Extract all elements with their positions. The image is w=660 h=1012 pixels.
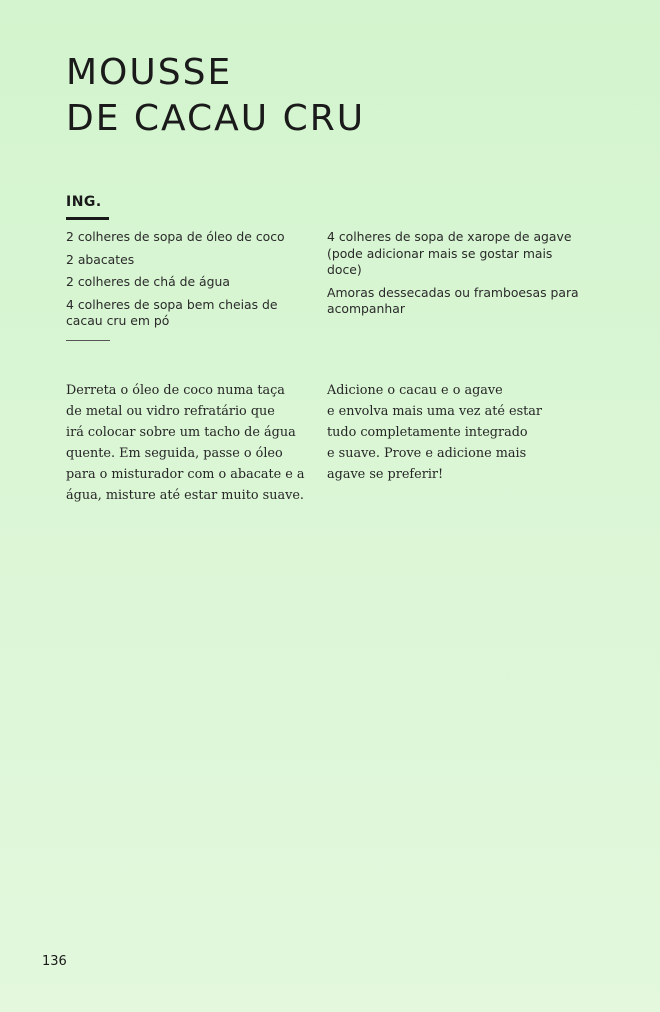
ingredient-item: 2 abacates [66,251,135,267]
method-line: de metal ou vidro refratário que [66,404,275,419]
ingredients-divider [66,340,110,341]
ingredient-item: 2 colheres de sopa de óleo de coco [66,229,285,244]
page-number: 136 [42,954,67,969]
ingredients-heading: ING. [66,194,102,210]
method-paragraph-right [327,380,567,485]
ingredient-item: 2 colheres de chá de água [66,274,230,289]
method-line: irá colocar sobre um tacho de água [66,425,296,440]
method-line: Adicione o cacau e o agave [327,383,503,398]
method-line: tudo completamente integrado [327,425,528,440]
ingredient-item: 4 colheres de sopa bem cheias de cacau cru em pó [66,296,278,328]
method-paragraph-left [66,380,316,506]
method-line: quente. Em seguida, passe o óleo [66,446,283,461]
method-line: Derreta o óleo de coco numa taça [66,383,285,398]
method-line: e suave. Prove e adicione mais [327,446,527,461]
ingredients-list-left [66,229,318,336]
method-line: para o misturador com o abacate e a [66,467,305,482]
ingredients-heading-underline [66,217,109,220]
ingredients-list-right [327,229,587,324]
method-line: agave se preferir! [327,467,444,482]
ingredient-item: Amoras dessecadas ou framboesas para acompanhar [327,284,579,316]
method-line: água, misture até estar muito suave. [66,488,304,503]
method-line: e envolva mais uma vez até estar [327,404,543,419]
ingredient-item: 4 colheres de sopa de xarope de agave (pode adicionar mais se gostar mais doce) [327,229,572,277]
recipe-title-line-2: DE CACAU CRU [66,98,366,139]
recipe-title [66,50,365,142]
recipe-title-line-1: MOUSSE [66,52,233,93]
